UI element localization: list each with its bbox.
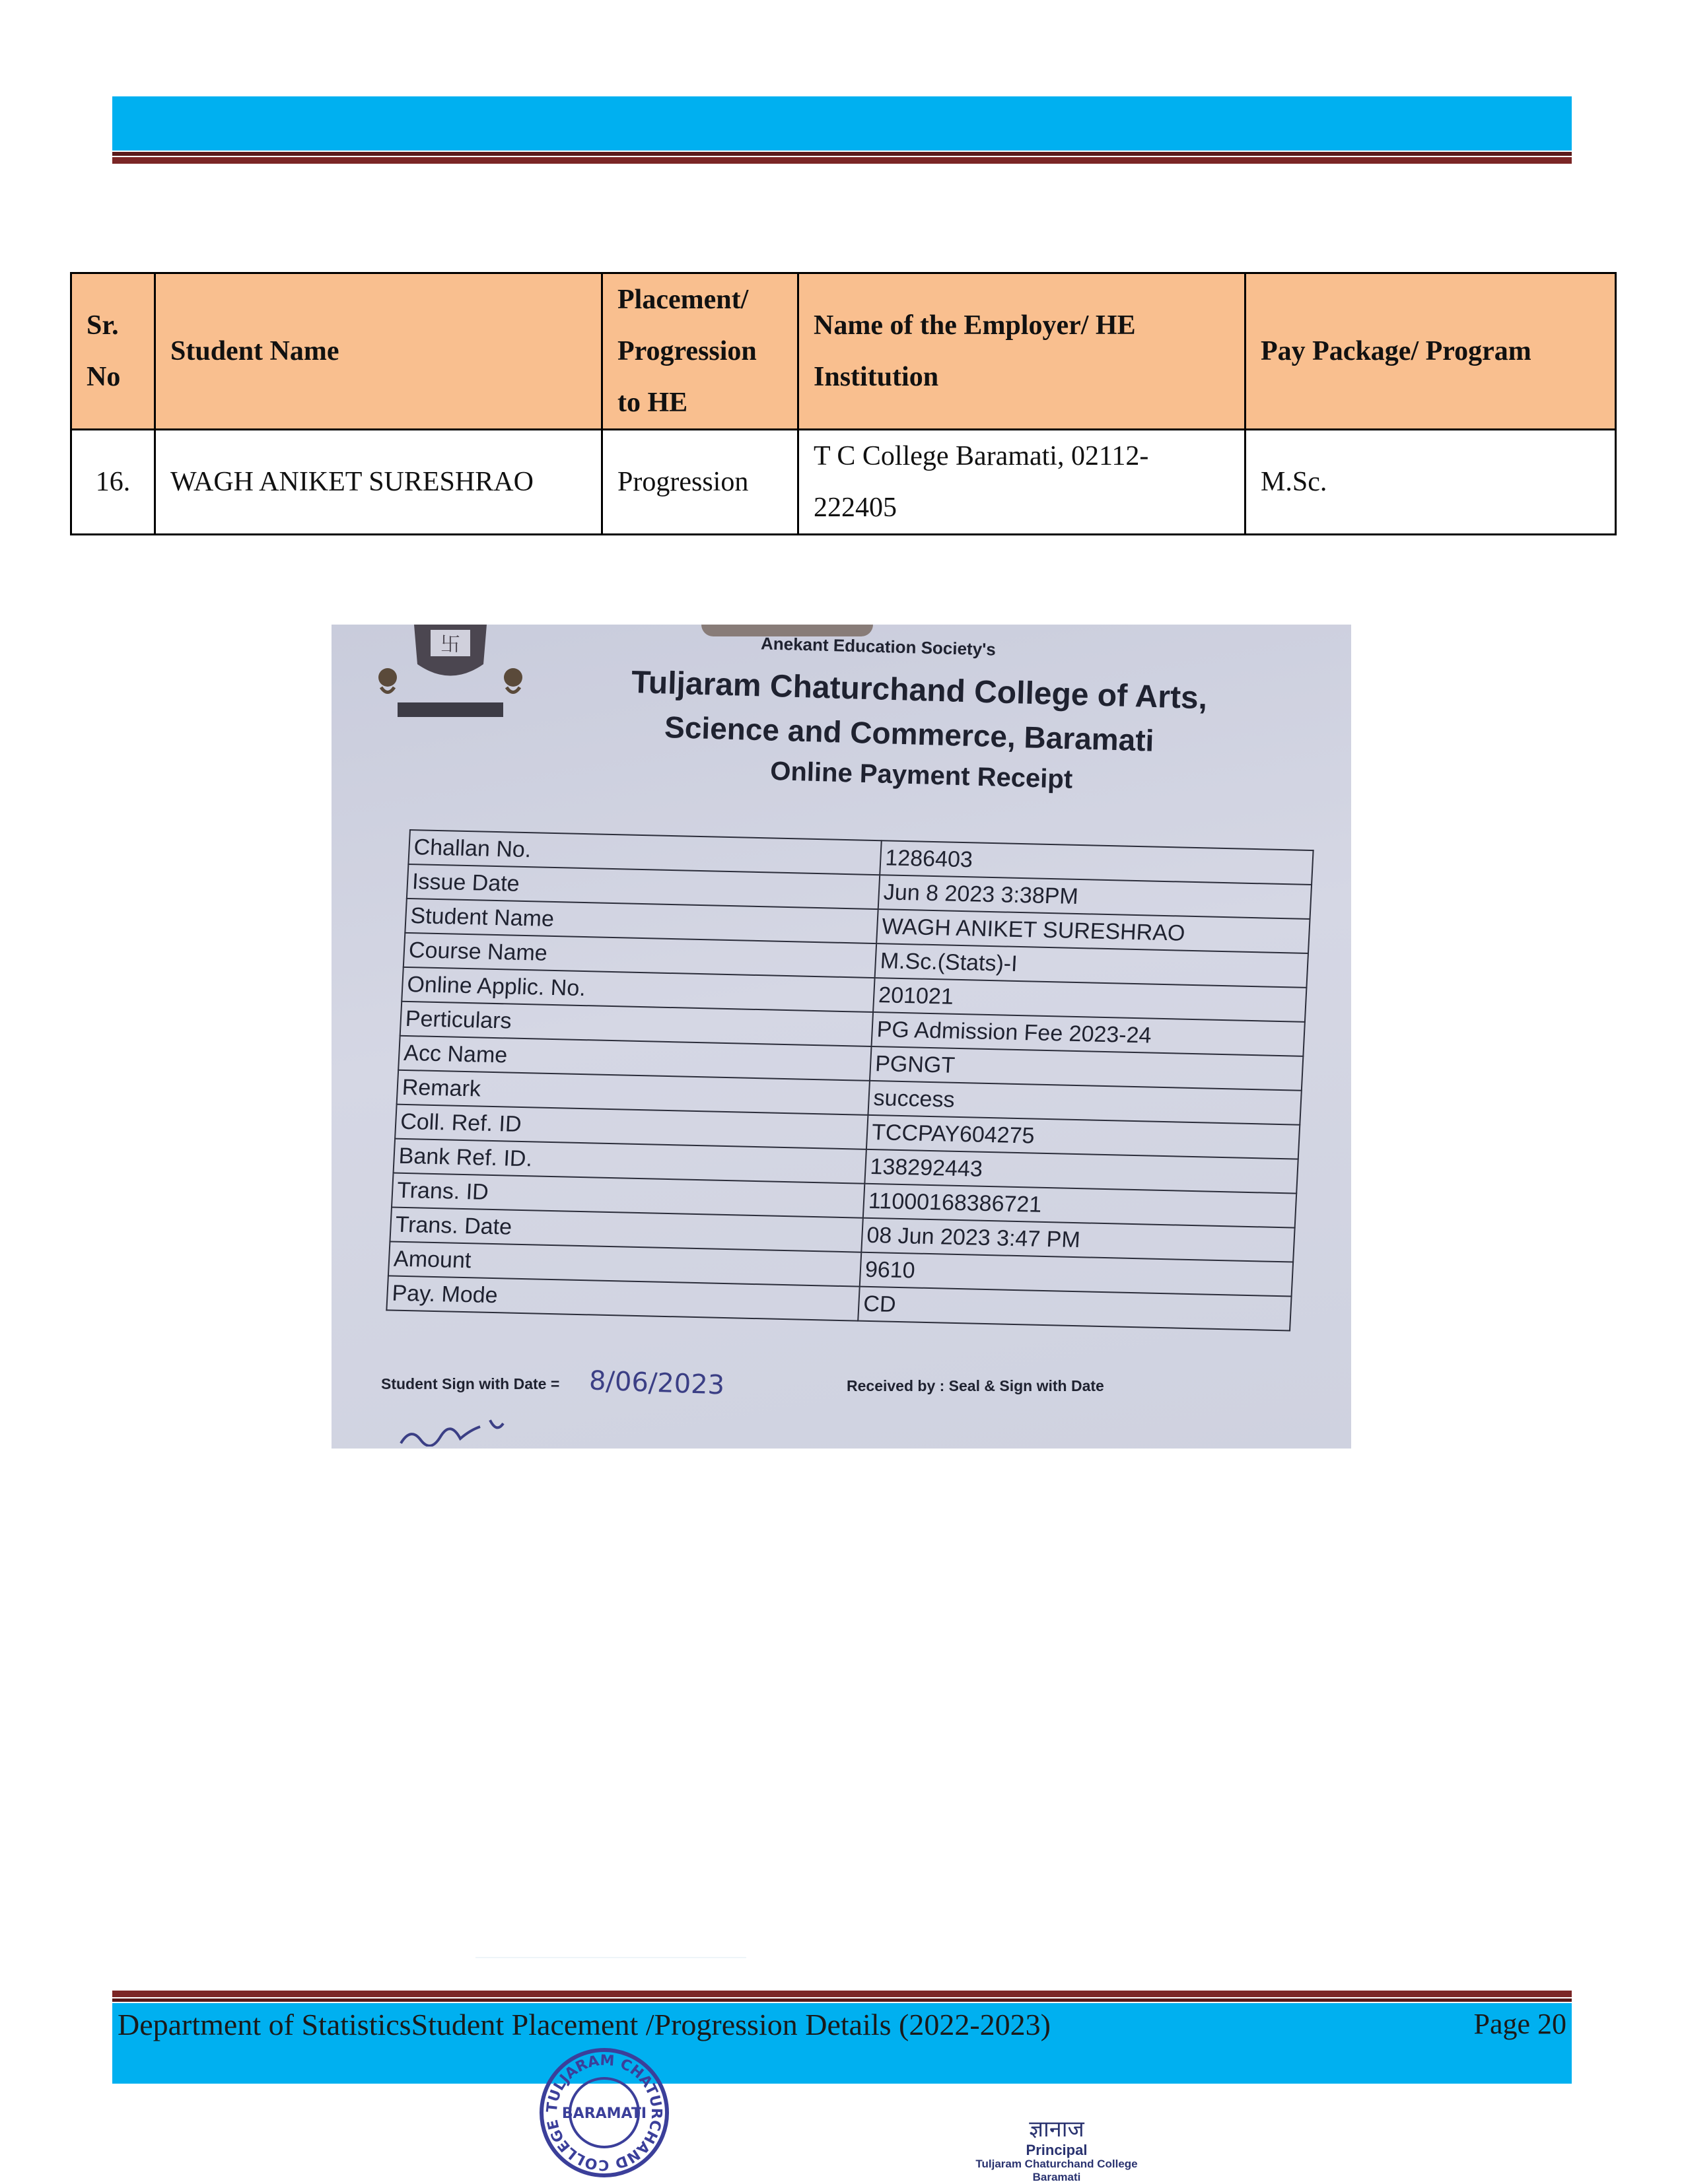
page-number: Page 20	[1473, 2008, 1566, 2040]
receipt-table-wrap	[386, 829, 1314, 1331]
receipt-heading: Online Payment Receipt	[769, 757, 1073, 794]
svg-text:卐: 卐	[440, 633, 460, 656]
cell-sr: 16.	[71, 430, 155, 535]
header-rule-thick	[112, 157, 1572, 164]
receipt-field-value: 11000168386721	[863, 1184, 1296, 1228]
footer-rule	[112, 1998, 1572, 2002]
receipt-field-label: Bank Ref. ID.	[394, 1139, 866, 1184]
college-seal-icon	[538, 2047, 670, 2179]
table-header-row	[71, 273, 1616, 430]
college-emblem-icon	[368, 625, 533, 724]
cell-placement: Progression	[602, 430, 798, 535]
receipt-field-value: M.Sc.(Stats)-I	[875, 943, 1308, 988]
header-pay-package: Pay Package/ Program	[1245, 273, 1616, 430]
cell-student-name: WAGH ANIKET SURESHRAO	[155, 430, 602, 535]
principal-signature-block	[971, 2113, 1142, 2184]
header-band	[112, 96, 1572, 151]
receipt-field-value: success	[868, 1081, 1301, 1125]
receipt-field-label: Student Name	[405, 899, 878, 943]
receipt-field-label: Perticulars	[400, 1002, 873, 1046]
receipt-field-label: Challan No.	[408, 830, 881, 875]
receipt-field-label: Pay. Mode	[386, 1276, 859, 1320]
receipt-field-value: TCCPAY604275	[866, 1115, 1300, 1159]
principal-place: Baramati	[1032, 2171, 1081, 2183]
received-by-label: Received by : Seal & Sign with Date	[847, 1377, 1104, 1394]
receipt-field-value: Jun 8 2023 3:38PM	[878, 875, 1312, 919]
receipt-field-label: Amount	[388, 1241, 861, 1286]
receipt-field-label: Trans. ID	[392, 1173, 864, 1218]
svg-text:BARAMATI: BARAMATI	[561, 2105, 647, 2122]
svg-text:TULJARAM CHATURCHAND COLLEGE: TULJARAM CHATURCHAND COLLEGE	[544, 2052, 665, 2173]
header-rule	[112, 152, 1572, 156]
society-name: Anekant Education Society's	[760, 633, 997, 660]
receipt-college-subtitle: Science and Commerce, Baramati	[664, 709, 1155, 758]
header-employer: Name of the Employer/ HE Institution	[798, 273, 1245, 430]
handwritten-sign-date: 8/06/2023	[588, 1365, 725, 1401]
principal-college: Tuljaram Chaturchand College	[975, 2158, 1138, 2170]
footer-department-text: Department of StatisticsStudent Placement /Progression Details (2022-2023)	[118, 2008, 1051, 2041]
principal-signature: ज्ञानाज	[1029, 2116, 1084, 2142]
receipt-field-value: 138292443	[864, 1149, 1298, 1194]
receipt-field-label: Remark	[397, 1070, 870, 1115]
header-placement: Placement/ Progression to HE	[602, 273, 798, 430]
receipt-field-value: 08 Jun 2023 3:47 PM	[861, 1218, 1294, 1262]
receipt-field-label: Course Name	[403, 933, 876, 978]
student-sign-label: Student Sign with Date =	[381, 1375, 560, 1392]
receipt-field-value: 1286403	[880, 840, 1313, 885]
principal-title: Principal	[1026, 2142, 1088, 2158]
cell-pay-package: M.Sc.	[1245, 430, 1616, 535]
receipt-field-value: PG Admission Fee 2023-24	[872, 1012, 1305, 1056]
receipt-college-title: Tuljaram Chaturchand College of Arts,	[631, 664, 1208, 716]
receipt-field-label: Acc Name	[398, 1036, 871, 1081]
header-student-name: Student Name	[155, 273, 602, 430]
receipt-field-value: 9610	[860, 1252, 1293, 1297]
receipt-field-label: Coll. Ref. ID	[395, 1105, 868, 1149]
table-row	[71, 430, 1616, 535]
receipt-field-label: Issue Date	[407, 864, 880, 909]
header-sr-no: Sr. No	[71, 273, 155, 430]
signature-scribble	[398, 1407, 516, 1447]
receipt-field-value: PGNGT	[870, 1046, 1303, 1091]
cell-employer: T C College Baramati, 02112- 222405	[798, 430, 1245, 535]
receipt-field-value: 201021	[873, 978, 1306, 1022]
receipt-table	[386, 829, 1314, 1331]
receipt-field-label: Online Applic. No.	[402, 967, 874, 1012]
placement-table	[70, 272, 1617, 535]
receipt-field-value: WAGH ANIKET SURESHRAO	[876, 909, 1310, 953]
payment-receipt-photo	[332, 625, 1351, 1449]
footer-rule-thick	[112, 1991, 1572, 1997]
divider	[475, 1957, 746, 1958]
receipt-field-label: Trans. Date	[390, 1208, 862, 1252]
receipt-field-value: CD	[858, 1287, 1291, 1331]
